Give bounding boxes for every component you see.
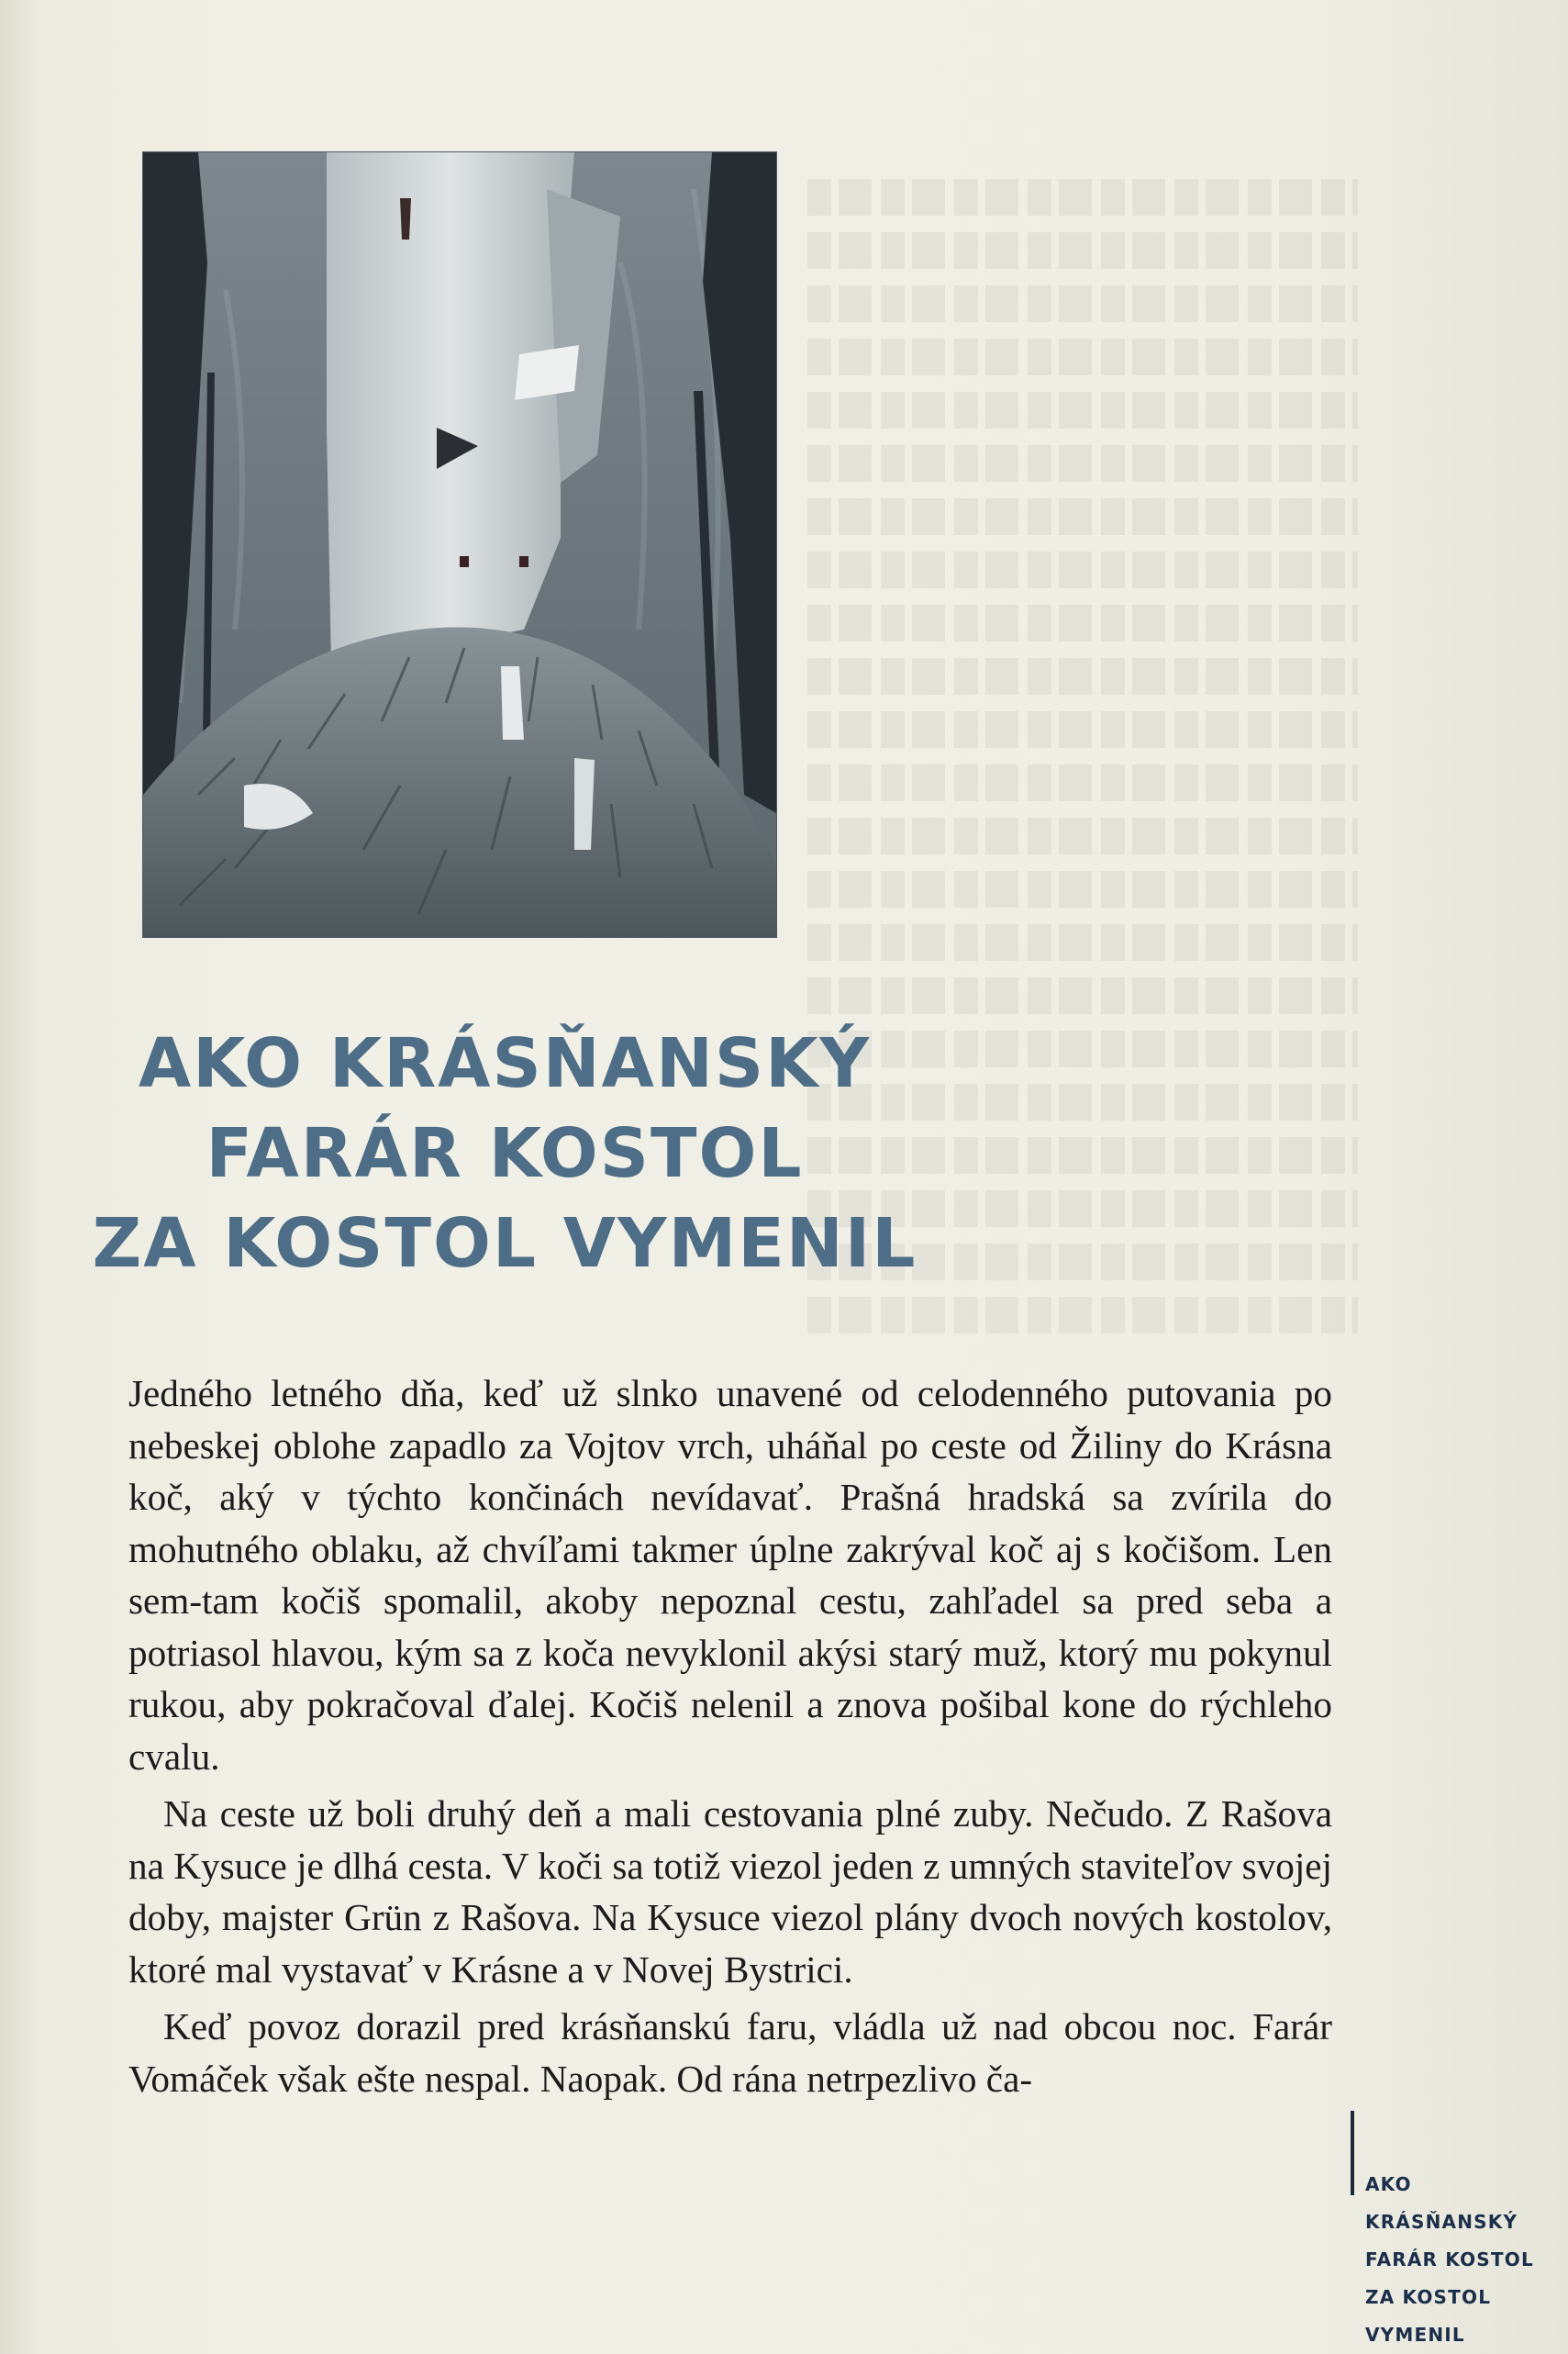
paragraph: Keď povoz dorazil pred krásňanskú faru, vládla už nad obcou noc. Farár Vomáček však ešte nespal. Naopak. Od rána netrpezlivo ča-	[128, 2005, 1332, 2100]
paragraph: Na ceste už boli druhý deň a mali cestovania plné zuby. Nečudo. Z Rašova na Kysuce je dlhá cesta. V koči sa totiž viezol jeden z umných staviteľov svojej doby, majster Grün z Rašova. Na Kysuce viezol plány dvoch nových kostolov, ktoré mal vystavať v Krásne a v Novej Bystrici.	[128, 1792, 1332, 1991]
margin-rule	[1351, 2111, 1354, 2195]
chapter-body-text	[128, 1367, 1332, 2110]
church-tower-illustration	[142, 151, 777, 938]
running-head	[1365, 2166, 1558, 2354]
running-head-line: AKO KRÁSŇANSKÝ	[1365, 2173, 1518, 2233]
running-head-line: VYMENIL	[1365, 2324, 1465, 2346]
church-tower-on-hill-icon	[143, 152, 776, 937]
chapter-title-line: ZA KOSTOL VYMENIL	[92, 1204, 917, 1283]
chapter-title-line: FARÁR KOSTOL	[206, 1114, 804, 1193]
running-head-line: ZA KOSTOL	[1365, 2286, 1492, 2308]
running-head-line: FARÁR KOSTOL	[1365, 2248, 1534, 2270]
chapter-title-line: AKO KRÁSŇANSKÝ	[138, 1024, 872, 1103]
paragraph: Jedného letného dňa, keď už slnko unavené od celodenného putovania po nebeskej oblohe zapadlo za Vojtov vrch, uháňal po ceste od Žiliny do Krásna koč, aký v týchto končinách nevídavať. Prašná hradská sa zvírila do mohutného oblaku, až chvíľami takmer úplne zakrýval koč aj s kočišom. Len sem-tam kočiš spomalil, akoby nepoznal cestu, zahľadel sa pred seba a potriasol hlavou, kým sa z koča nevyklonil akýsi starý muž, ktorý mu pokynul rukou, aby pokračoval ďalej. Kočiš nelenil a znova pošibal kone do rýchleho cvalu.	[128, 1372, 1332, 1778]
chapter-title	[92, 1019, 917, 1289]
